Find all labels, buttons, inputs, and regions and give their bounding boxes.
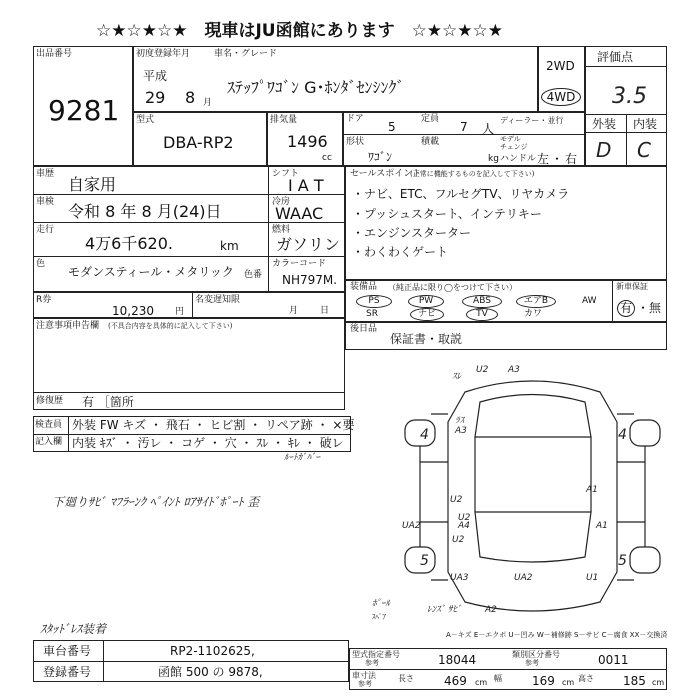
- tire-front-left: 4: [420, 427, 429, 443]
- equip-aw: AW: [582, 296, 597, 306]
- color-label: 色: [36, 259, 46, 269]
- warranty-yes: 有: [617, 300, 635, 317]
- length-value: 469: [444, 674, 467, 688]
- plate-label: 登録番号: [43, 665, 92, 679]
- category-number-value: 0011: [598, 653, 629, 667]
- registration-era: 平成: [143, 69, 168, 83]
- doors-label: ドア: [346, 114, 364, 124]
- diagram-mark-ua2-a: UA2: [402, 521, 421, 531]
- repair-label: 修復歴: [36, 396, 64, 406]
- equip-navi: ナビ: [410, 308, 444, 321]
- width-label: 幅: [494, 674, 502, 683]
- car-name-label: 車名・グレード: [214, 49, 278, 59]
- height-unit: cm: [652, 678, 665, 687]
- lot-label: 出品番号: [36, 49, 73, 59]
- aircon-value: WAAC: [275, 204, 324, 223]
- handwritten-note-2: ｽﾀｯﾄﾞﾚｽ装着: [40, 622, 107, 636]
- length-unit: cm: [475, 678, 488, 687]
- mileage-unit: km: [220, 239, 239, 253]
- equip-tv: TV: [466, 308, 498, 321]
- inspection-value: 令和 8 年 8 月(24)日: [68, 202, 222, 221]
- diagram-mark-ua2-b: UA2: [514, 573, 533, 583]
- registration-month: 8: [185, 88, 196, 107]
- tire-rear-right: 5: [618, 553, 627, 569]
- handwritten-note-1: 下廻りｻﾋﾞ ﾏﾌﾗｰﾝｸ ﾍﾟｲﾝﾄ ﾛｱｻｲﾄﾞﾎﾟｰﾄ 歪: [52, 495, 260, 509]
- history-value: 自家用: [68, 175, 117, 194]
- rating-label: 評価点: [597, 50, 634, 64]
- model-label: 型式: [136, 115, 155, 125]
- handle-right: 右: [565, 152, 578, 166]
- diagram-mark-spare: ｽﾍﾟｱ: [372, 613, 386, 621]
- dealer-label: ディーラー・並行: [500, 116, 564, 125]
- equip-abs: ABS: [462, 295, 502, 308]
- diagram-mark-sure: ｽﾚ: [452, 372, 462, 382]
- shift-value: I A T: [288, 176, 324, 195]
- equipment-label: 装備品: [350, 282, 378, 292]
- spec-number-value: 18044: [438, 653, 477, 667]
- equip-sr: SR: [366, 309, 378, 319]
- sales-point-3: ・エンジンスターター: [352, 226, 472, 240]
- notes-sub: (不具合内容を具体的に記入して下さい): [108, 322, 233, 330]
- capacity-label: 定員: [421, 114, 440, 124]
- authorized-day: 日: [320, 306, 330, 316]
- authorized-month: 月: [289, 306, 299, 316]
- diagram-mark-u2-a: U2: [450, 495, 463, 505]
- warranty-sep: ・: [637, 301, 650, 315]
- displacement-value: 1496: [287, 132, 328, 151]
- diagram-mark-u2-b: U2: [458, 513, 471, 523]
- lot-number: 9281: [48, 94, 120, 127]
- warranty-label: 新車保証: [616, 282, 648, 291]
- handle-label: ハンドル: [500, 154, 537, 164]
- diagram-mark-top-a3: A3: [508, 365, 520, 375]
- spec-number-sub: 参考: [365, 659, 379, 667]
- accessories-label: 後日品: [350, 324, 378, 334]
- inspector-label-2: 記入欄: [35, 437, 63, 447]
- fuel-value: ガソリン: [276, 235, 341, 254]
- sales-point-4: ・わくわくゲート: [352, 245, 449, 259]
- sales-point-2: ・プッシュスタート、インテリキー: [352, 207, 542, 221]
- length-label: 長さ: [398, 674, 414, 683]
- handle-sep: ・: [551, 152, 564, 166]
- sales-points-box: [345, 166, 667, 280]
- diagram-mark-a2: A2: [485, 605, 497, 615]
- notes-box: [33, 318, 345, 410]
- height-value: 185: [623, 674, 646, 688]
- shape-value: ﾜｺﾞﾝ: [368, 150, 393, 164]
- drive-4wd: 4WD: [541, 88, 581, 106]
- tire-front-right: 4: [618, 427, 627, 443]
- notes-label: 注意事項申告欄: [36, 321, 100, 331]
- diagram-mark-a1-b: A1: [596, 521, 608, 531]
- capacity-unit: 人: [482, 122, 495, 136]
- history-label: 車歴: [36, 169, 55, 179]
- load-unit: kg: [488, 154, 499, 164]
- interior-label: 内装: [633, 117, 658, 131]
- mileage-label: 走行: [36, 225, 55, 235]
- category-number-label: 類別区分番号: [512, 650, 560, 659]
- width-value: 169: [532, 674, 555, 688]
- recycle-box: [33, 292, 345, 318]
- rating-score: 3.5: [612, 84, 647, 109]
- height-label: 高さ: [578, 674, 594, 683]
- inspector-label: 検査員: [35, 420, 63, 430]
- diagram-mark-lens: ﾚﾝｽﾞ ｻﾋﾞ: [427, 605, 462, 615]
- equip-ps: PS: [356, 295, 392, 308]
- dimensions-label: 車寸法: [352, 671, 376, 680]
- model-code: DBA-RP2: [163, 133, 234, 152]
- model-change-label: モデル チェンジ: [500, 135, 528, 151]
- doors-value: 5: [388, 120, 396, 134]
- chassis-value: RP2-1102625,: [170, 644, 255, 658]
- inspector-exterior: 外装 FW キズ ・ 飛石 ・ ヒビ割 ・ リペア跡 ・ ×要: [72, 418, 355, 432]
- color-value: モダンスティール・メタリック: [68, 265, 234, 279]
- exterior-grade: D: [596, 138, 612, 162]
- dimensions-sub: 参考: [358, 680, 372, 688]
- page-title: ☆★☆★☆★ 現車はJU函館にあります ☆★☆★☆★: [96, 21, 504, 41]
- exterior-label: 外装: [592, 117, 617, 131]
- interior-grade: C: [637, 138, 651, 162]
- repair-value: 有 ［箇所: [82, 395, 134, 409]
- drive-2wd: 2WD: [546, 59, 575, 73]
- sales-point-1: ・ナビ、ETC、フルセグTV、リヤカメラ: [352, 187, 570, 201]
- equip-pw: PW: [408, 295, 444, 308]
- displacement-label: 排気量: [270, 115, 298, 125]
- inspector-extra: ﾙｰﾄｶﾞﾊﾞｰ: [284, 453, 321, 463]
- shape-label: 形状: [346, 137, 365, 147]
- shift-label: シフト: [272, 169, 300, 179]
- aircon-label: 冷房: [272, 197, 291, 207]
- car-name: ｽﾃｯﾌﾟﾜｺﾞﾝ G･ﾎﾝﾀﾞｾﾝｼﾝｸﾞ: [227, 78, 405, 97]
- spec-number-label: 型式指定番号: [352, 650, 400, 659]
- plate-value: 函館 500 の 9878,: [158, 665, 263, 679]
- diagram-mark-a4: A4: [458, 521, 470, 531]
- color-code-label: 色番: [244, 270, 263, 280]
- sales-points-sub: (正常に機能するものを記入して下さい): [410, 170, 535, 178]
- recycle-unit: 円: [175, 307, 185, 317]
- equip-airbag: エアB: [516, 295, 556, 308]
- car-diagram: [395, 362, 670, 624]
- width-unit: cm: [562, 678, 575, 687]
- registration-label: 初度登録年月: [136, 49, 191, 59]
- fuel-label: 燃料: [272, 225, 291, 235]
- category-number-sub: 参考: [525, 659, 539, 667]
- authorized-date-label: 名変遅知限: [195, 295, 241, 305]
- tire-rear-left: 5: [420, 553, 429, 569]
- recycle-label: R券: [36, 295, 52, 305]
- recycle-value: 10,230: [112, 304, 154, 318]
- diagram-mark-u1: U1: [586, 573, 599, 583]
- diagram-mark-ras: ﾗｽ A3: [455, 416, 467, 436]
- handle-left: 左: [537, 152, 550, 166]
- color-code: NH797M.: [282, 273, 338, 287]
- mileage-value: 4万6千620.: [85, 234, 173, 253]
- equip-leather: カワ: [524, 309, 543, 319]
- equipment-sub: （純正品に限り◯をつけて下さい）: [388, 283, 517, 292]
- diagram-mark-u2-c: U2: [452, 535, 465, 545]
- registration-year: 29: [145, 88, 166, 107]
- color-code-header: カラーコード: [272, 259, 327, 269]
- accessories-value: 保証書・取説: [390, 332, 463, 346]
- diagram-mark-top-u2: U2: [476, 365, 489, 375]
- displacement-unit: cc: [322, 153, 332, 163]
- inspector-interior: 内装 ｷｽﾞ ・ 汚レ ・ コゲ ・ 穴 ・ ｽﾚ ・ ｷﾚ ・ 破レ: [72, 436, 344, 450]
- diagram-mark-pole: ﾎﾟｰﾙ: [372, 599, 391, 609]
- sales-points-label: セールスポイント: [350, 169, 422, 179]
- load-label: 積載: [421, 137, 440, 147]
- diagram-mark-a1-a: A1: [586, 485, 598, 495]
- damage-legend: A－キズ E－エクボ U－凹み W－補修跡 S－サビ C－腐食 XX－交換済: [446, 631, 668, 639]
- diagram-mark-ua3: UA3: [450, 573, 469, 583]
- warranty-no: 無: [649, 301, 662, 315]
- capacity-value: 7: [460, 120, 468, 134]
- registration-month-unit: 月: [203, 98, 213, 108]
- chassis-label: 車台番号: [43, 644, 92, 658]
- inspection-label: 車検: [36, 197, 55, 207]
